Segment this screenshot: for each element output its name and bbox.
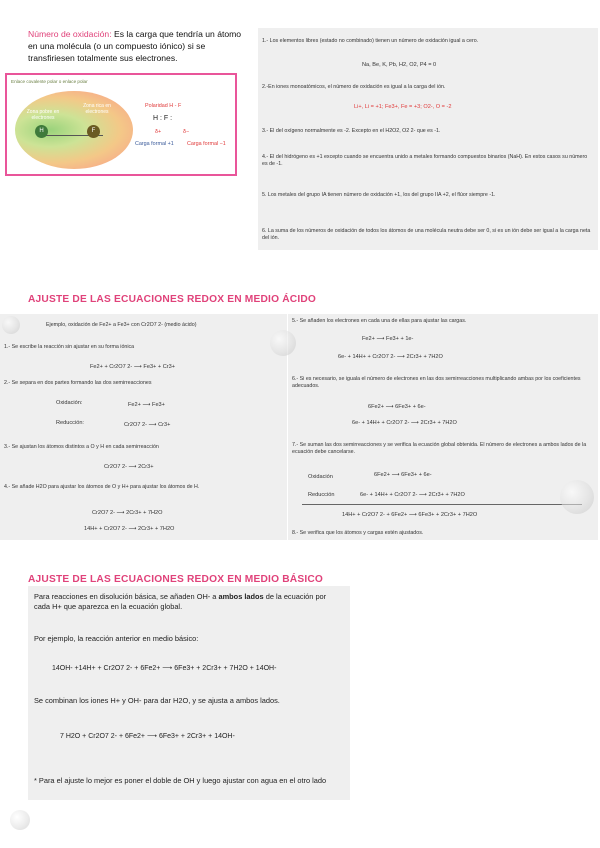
acid-step-5-eq-1: Fe2+ ⟶ Fe3+ + 1e- — [362, 336, 414, 342]
polar-bond-figure — [5, 73, 237, 176]
basic-combine-text: Se combinan los iones H+ y OH- para dar H2O, y se ajusta a ambos lados. — [34, 696, 280, 705]
rule-5: 5. Los metales del grupo IA tienen número de oxidación +1, los del grupo IIA +2, el flúor siempre -1. — [262, 192, 496, 198]
acid-step-4: 4.- Se añade H2O para ajustar los átomos de O y H+ para ajustar los átomos de H. — [4, 484, 200, 490]
basic-eq-2: 7 H2O + Cr2O7 2- + 6Fe2+ ⟶ 6Fe3+ + 2Cr3+ + 14OH- — [60, 733, 235, 740]
rule-6: 6. La suma de los números de oxidación de todos los átomos de una molécula neutra debe ser 0, si es un ión debe ser igual a la carga neta del ión. — [262, 228, 591, 241]
basic-eq-1: 14OH- +14H+ + Cr2O7 2- + 6Fe2+ ⟶ 6Fe3+ + 2Cr3+ + 7H2O + 14OH- — [52, 665, 277, 672]
section-title-acid: AJUSTE DE LAS ECUACIONES REDOX EN MEDIO ÁCIDO — [28, 294, 317, 305]
acid-steps-panel-left — [0, 314, 287, 540]
acid-step-3-eq: Cr2O7 2- ⟶ 2Cr3+ — [104, 464, 154, 470]
acid-step-4-eq-1: Cr2O7 2- ⟶ 2Cr3+ + 7H2O — [92, 510, 163, 516]
decor-bubble — [270, 330, 296, 356]
basic-intro-bold: ambos lados — [218, 592, 264, 601]
sum-divider — [302, 504, 582, 505]
acid-red-label: Reducción: — [56, 420, 84, 426]
acid-step-5: 5.- Se añaden los electrones en cada una de ellas para ajustar las cargas. — [292, 318, 467, 324]
delta-minus: δ− — [183, 129, 190, 135]
polarity-label: Polaridad H - F — [145, 103, 182, 109]
basic-intro — [34, 592, 342, 611]
acid-steps-panel-right — [288, 314, 598, 540]
rule-3: 3.- El del oxígeno normalmente es -2. Excepto en el H2O2, O2 2- que es -1. — [262, 128, 441, 134]
acid-sum-ox-eq: 6Fe2+ ⟶ 6Fe3+ + 6e- — [374, 472, 432, 478]
acid-sum-result: 14H+ + Cr2O7 2- + 6Fe2+ ⟶ 6Fe3+ + 2Cr3+ + 7H2O — [342, 512, 478, 518]
acid-sum-red-eq: 6e- + 14H+ + Cr2O7 2- ⟶ 2Cr3+ + 7H2O — [360, 492, 465, 498]
acid-step-8: 8.- Se verifica que los átomos y cargas estén ajustados. — [292, 530, 424, 536]
acid-red-eq: Cr2O7 2- ⟶ Cr3+ — [124, 422, 171, 428]
rule-2-example: Li+, Li = +1; Fe3+, Fe = +3; O2-, O = -2 — [354, 104, 452, 110]
basic-medium-panel — [28, 586, 350, 800]
hydrogen-atom: H — [35, 125, 48, 138]
decor-bubble — [10, 810, 30, 830]
rule-4: 4.- El del hidrógeno es +1 excepto cuando se encuentra unido a metales formando compuestos binarios (NaH). En estos casos su número es de -1. — [262, 154, 588, 167]
basic-example-intro: Por ejemplo, la reacción anterior en medio básico: — [34, 634, 199, 643]
basic-intro-a: Para reacciones en disolución básica, se añaden OH- a — [34, 592, 217, 601]
acid-sum-red-label: Reducción — [308, 492, 335, 498]
acid-step-5-eq-2: 6e- + 14H+ + Cr2O7 2- ⟶ 2Cr3+ + 7H2O — [338, 354, 443, 360]
acid-step-2: 2.- Se separa en dos partes formando las dos semirreacciones — [4, 380, 152, 386]
rule-1: 1.- Los elementos libres (estado no combinado) tienen un número de oxidación igual a cero. — [262, 38, 479, 44]
acid-example-title: Ejemplo, oxidación de Fe2+ a Fe3+ con Cr2O7 2- (medio ácido) — [46, 322, 197, 328]
basic-note: * Para el ajuste lo mejor es poner el doble de OH y luego ajustar con agua en el otro lado — [34, 776, 327, 785]
formal-charge-positive: Carga formal +1 — [135, 141, 174, 147]
acid-sum-ox-label: Oxidación — [308, 474, 333, 480]
decor-bubble — [560, 480, 594, 514]
acid-step-6-eq-2: 6e- + 14H+ + Cr2O7 2- ⟶ 2Cr3+ + 7H2O — [352, 420, 457, 426]
oxidation-rules-panel — [258, 28, 598, 250]
zone-poor-label: Zona pobre en electrones — [26, 109, 60, 121]
acid-ox-eq: Fe2+ ⟶ Fe3+ — [128, 402, 165, 408]
decor-bubble — [2, 316, 20, 334]
definition-text: Es la carga que tendría un átomo en una molécula (o un compuesto iónico) si se transfiriesen totalmente sus electrones. — [28, 29, 242, 63]
definition-term: Número de oxidación: — [28, 29, 112, 39]
lewis-formula: H : F : — [153, 115, 173, 122]
acid-step-4-eq-2: 14H+ + Cr2O7 2- ⟶ 2Cr3+ + 7H2O — [84, 526, 175, 532]
formal-charge-negative: Carga formal −1 — [187, 141, 226, 147]
bond-figure-title: Enlace covalente polar o enlace polar — [11, 79, 88, 84]
acid-step-3: 3.- Se ajustan los átomos distintos a O y H en cada semirreacción — [4, 444, 159, 450]
acid-step-7: 7.- Se suman las dos semirreacciones y se verifica la ecuación global obtenida. El número de electrones a ambos lados de la ecuación debe cancelarse. — [292, 442, 587, 455]
section-title-basic: AJUSTE DE LAS ECUACIONES REDOX EN MEDIO BÁSICO — [28, 574, 324, 585]
acid-step-1: 1.- Se escribe la reacción sin ajustar en su forma iónica — [4, 344, 135, 350]
rule-1-example: Na, Be, K, Pb, H2, O2, P4 = 0 — [362, 62, 437, 68]
rule-2: 2.-En iones monoatómicos, el número de oxidación es igual a la carga del ión. — [262, 84, 446, 90]
oxidation-number-definition — [28, 28, 250, 64]
acid-step-6-eq-1: 6Fe2+ ⟶ 6Fe3+ + 6e- — [368, 404, 426, 410]
zone-rich-label: Zona rica en electrones — [83, 103, 111, 115]
basic-intro-c: de la ecuación por cada H+ que aparezca en la ecuación global. — [34, 592, 327, 611]
acid-ox-label: Oxidación: — [56, 400, 83, 406]
fluorine-atom: F — [87, 125, 100, 138]
delta-plus: δ+ — [155, 129, 162, 135]
acid-step-1-eq: Fe2+ + Cr2O7 2- ⟶ Fe3+ + Cr3+ — [90, 364, 175, 370]
acid-step-6: 6.- Si es necesario, se iguala el número de electrones en las dos semirreacciones multiplicando ambas por los coeficientes adecuados. — [292, 376, 581, 389]
